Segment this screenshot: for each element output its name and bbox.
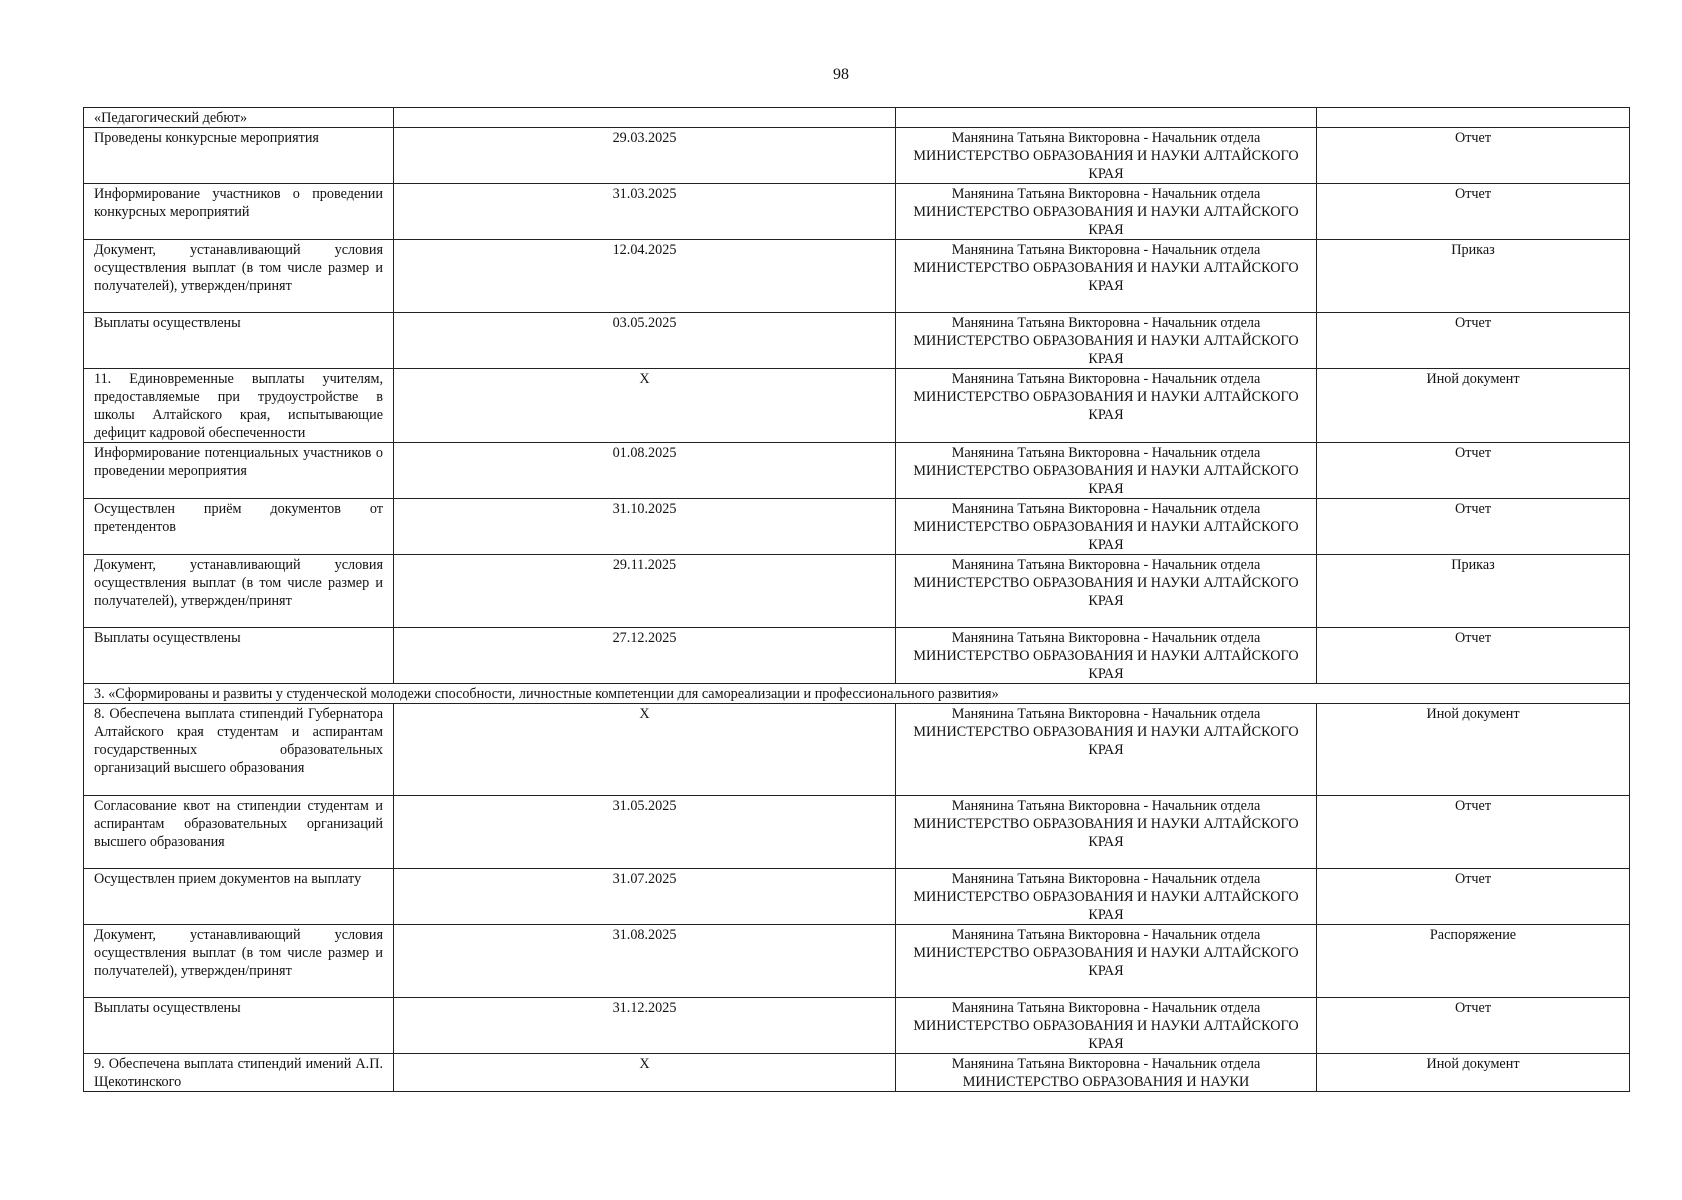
event-name-cell: 11. Единовременные выплаты учителям, предоставляемые при трудоустройстве в школы Алтайского края, испытывающие дефицит кадровой обеспеченности: [84, 369, 394, 443]
responsible-cell: Манянина Татьяна Викторовна - Начальник отдела МИНИСТЕРСТВО ОБРАЗОВАНИЯ И НАУКИ АЛТАЙСКОГО КРАЯ: [896, 796, 1317, 869]
responsible-cell: Манянина Татьяна Викторовна - Начальник отдела МИНИСТЕРСТВО ОБРАЗОВАНИЯ И НАУКИ АЛТАЙСКОГО КРАЯ: [896, 998, 1317, 1054]
date-cell: 01.08.2025: [394, 443, 896, 499]
table-row: [84, 240, 1630, 313]
table-row: [84, 369, 1630, 443]
event-name-cell: Осуществлен прием документов на выплату: [84, 869, 394, 925]
document-type-cell: Иной документ: [1317, 369, 1630, 443]
section-row: [84, 684, 1630, 704]
document-type-cell: Отчет: [1317, 796, 1630, 869]
date-cell: X: [394, 1054, 896, 1092]
responsible-cell: Манянина Татьяна Викторовна - Начальник отдела МИНИСТЕРСТВО ОБРАЗОВАНИЯ И НАУКИ АЛТАЙСКОГО КРАЯ: [896, 704, 1317, 796]
responsible-cell: Манянина Татьяна Викторовна - Начальник отдела МИНИСТЕРСТВО ОБРАЗОВАНИЯ И НАУКИ АЛТАЙСКОГО КРАЯ: [896, 369, 1317, 443]
document-type-cell: Отчет: [1317, 499, 1630, 555]
table-row: [84, 704, 1630, 796]
table-row: [84, 796, 1630, 869]
table-row: [84, 925, 1630, 998]
responsible-cell: Манянина Татьяна Викторовна - Начальник отдела МИНИСТЕРСТВО ОБРАЗОВАНИЯ И НАУКИ АЛТАЙСКОГО КРАЯ: [896, 925, 1317, 998]
page-number: 98: [833, 66, 849, 83]
event-name-cell: Проведены конкурсные мероприятия: [84, 128, 394, 184]
responsible-cell: Манянина Татьяна Викторовна - Начальник отдела МИНИСТЕРСТВО ОБРАЗОВАНИЯ И НАУКИ АЛТАЙСКОГО КРАЯ: [896, 313, 1317, 369]
responsible-cell: Манянина Татьяна Викторовна - Начальник отдела МИНИСТЕРСТВО ОБРАЗОВАНИЯ И НАУКИ АЛТАЙСКОГО КРАЯ: [896, 128, 1317, 184]
table-row: [84, 628, 1630, 684]
date-cell: 31.12.2025: [394, 998, 896, 1054]
document-type-cell: Приказ: [1317, 555, 1630, 628]
date-cell: 12.04.2025: [394, 240, 896, 313]
date-cell: 31.03.2025: [394, 184, 896, 240]
date-cell: X: [394, 704, 896, 796]
date-cell: 29.11.2025: [394, 555, 896, 628]
document-type-cell: Отчет: [1317, 628, 1630, 684]
date-cell: 27.12.2025: [394, 628, 896, 684]
date-cell: 29.03.2025: [394, 128, 896, 184]
event-name-cell: 9. Обеспечена выплата стипендий имений А.П. Щекотинского: [84, 1054, 394, 1092]
date-cell: 31.08.2025: [394, 925, 896, 998]
document-type-cell: Отчет: [1317, 869, 1630, 925]
date-cell: [394, 108, 896, 128]
document-type-cell: Отчет: [1317, 313, 1630, 369]
document-type-cell: Отчет: [1317, 443, 1630, 499]
event-name-cell: «Педагогический дебют»: [84, 108, 394, 128]
plan-table: [83, 107, 1630, 1092]
document-type-cell: Приказ: [1317, 240, 1630, 313]
event-name-cell: Документ, устанавливающий условия осуществления выплат (в том числе размер и получателей), утвержден/принят: [84, 925, 394, 998]
responsible-cell: Манянина Татьяна Викторовна - Начальник отдела МИНИСТЕРСТВО ОБРАЗОВАНИЯ И НАУКИ АЛТАЙСКОГО КРАЯ: [896, 869, 1317, 925]
table-row: [84, 1054, 1630, 1092]
table-row: [84, 443, 1630, 499]
document-type-cell: Отчет: [1317, 998, 1630, 1054]
date-cell: 03.05.2025: [394, 313, 896, 369]
event-name-cell: Документ, устанавливающий условия осуществления выплат (в том числе размер и получателей), утвержден/принят: [84, 555, 394, 628]
event-name-cell: Выплаты осуществлены: [84, 313, 394, 369]
responsible-cell: Манянина Татьяна Викторовна - Начальник отдела МИНИСТЕРСТВО ОБРАЗОВАНИЯ И НАУКИ: [896, 1054, 1317, 1092]
date-cell: 31.05.2025: [394, 796, 896, 869]
document-type-cell: Отчет: [1317, 184, 1630, 240]
date-cell: 31.07.2025: [394, 869, 896, 925]
responsible-cell: Манянина Татьяна Викторовна - Начальник отдела МИНИСТЕРСТВО ОБРАЗОВАНИЯ И НАУКИ АЛТАЙСКОГО КРАЯ: [896, 499, 1317, 555]
event-name-cell: Документ, устанавливающий условия осуществления выплат (в том числе размер и получателей), утвержден/принят: [84, 240, 394, 313]
event-name-cell: Выплаты осуществлены: [84, 628, 394, 684]
table-row: [84, 869, 1630, 925]
plan-table-body: [84, 108, 1630, 1092]
date-cell: X: [394, 369, 896, 443]
table-row: [84, 313, 1630, 369]
table-row: [84, 128, 1630, 184]
section-title: 3. «Сформированы и развиты у студенческой молодежи способности, личностные компетенции для самореализации и профессионального развития»: [84, 684, 1630, 704]
responsible-cell: Манянина Татьяна Викторовна - Начальник отдела МИНИСТЕРСТВО ОБРАЗОВАНИЯ И НАУКИ АЛТАЙСКОГО КРАЯ: [896, 443, 1317, 499]
document-type-cell: Отчет: [1317, 128, 1630, 184]
event-name-cell: Согласование квот на стипендии студентам и аспирантам образовательных организаций высшего образования: [84, 796, 394, 869]
date-cell: 31.10.2025: [394, 499, 896, 555]
event-name-cell: Информирование потенциальных участников о проведении мероприятия: [84, 443, 394, 499]
document-type-cell: [1317, 108, 1630, 128]
responsible-cell: Манянина Татьяна Викторовна - Начальник отдела МИНИСТЕРСТВО ОБРАЗОВАНИЯ И НАУКИ АЛТАЙСКОГО КРАЯ: [896, 184, 1317, 240]
responsible-cell: Манянина Татьяна Викторовна - Начальник отдела МИНИСТЕРСТВО ОБРАЗОВАНИЯ И НАУКИ АЛТАЙСКОГО КРАЯ: [896, 555, 1317, 628]
table-row: [84, 499, 1630, 555]
table-row: [84, 184, 1630, 240]
document-type-cell: Иной документ: [1317, 704, 1630, 796]
table-row: [84, 108, 1630, 128]
responsible-cell: Манянина Татьяна Викторовна - Начальник отдела МИНИСТЕРСТВО ОБРАЗОВАНИЯ И НАУКИ АЛТАЙСКОГО КРАЯ: [896, 628, 1317, 684]
table-row: [84, 998, 1630, 1054]
responsible-cell: Манянина Татьяна Викторовна - Начальник отдела МИНИСТЕРСТВО ОБРАЗОВАНИЯ И НАУКИ АЛТАЙСКОГО КРАЯ: [896, 240, 1317, 313]
table-row: [84, 555, 1630, 628]
event-name-cell: Выплаты осуществлены: [84, 998, 394, 1054]
document-type-cell: Распоряжение: [1317, 925, 1630, 998]
event-name-cell: 8. Обеспечена выплата стипендий Губернатора Алтайского края студентам и аспирантам государственных образовательных организаций высшего образования: [84, 704, 394, 796]
responsible-cell: [896, 108, 1317, 128]
event-name-cell: Осуществлен приём документов от претендентов: [84, 499, 394, 555]
document-type-cell: Иной документ: [1317, 1054, 1630, 1092]
event-name-cell: Информирование участников о проведении конкурсных мероприятий: [84, 184, 394, 240]
